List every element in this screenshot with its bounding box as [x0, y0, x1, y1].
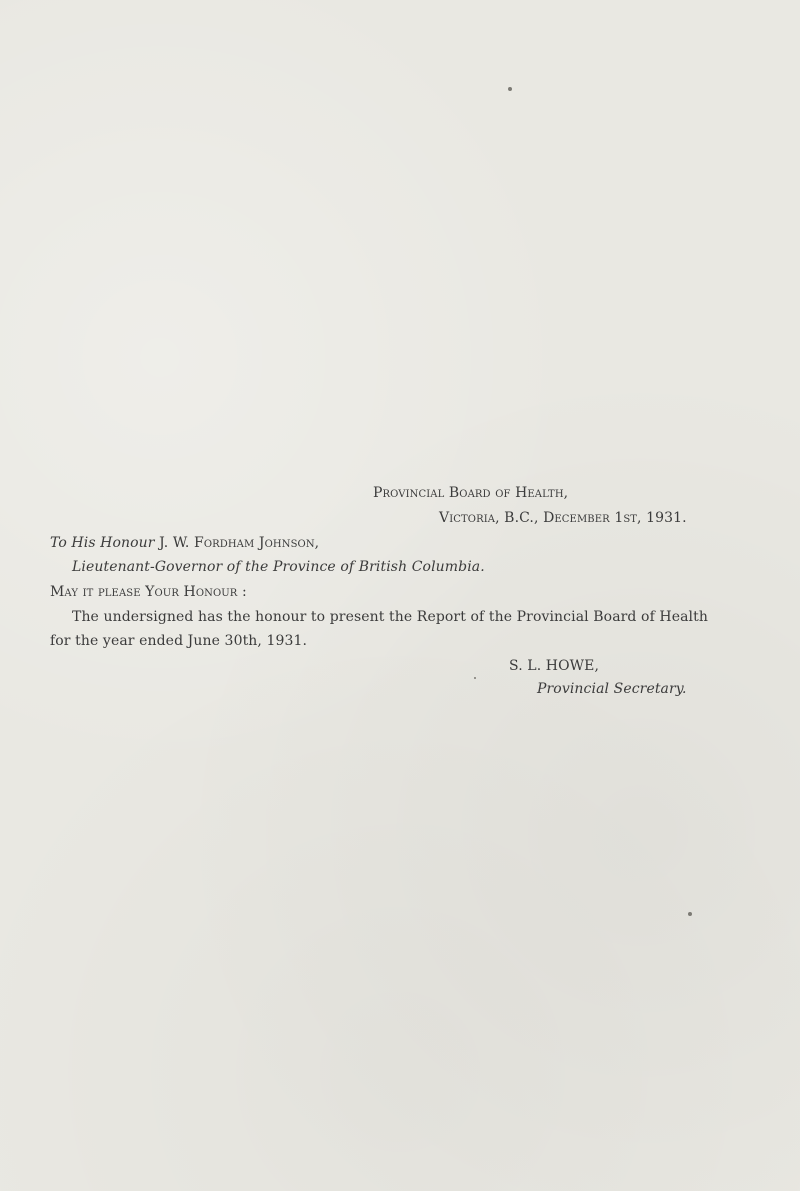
body-line-1: The undersigned has the honour to present the Report of the Provincial Board of Health	[72, 609, 708, 625]
signature-name: S. L. HOWE,	[509, 658, 600, 674]
paper-speck	[474, 677, 476, 679]
salutation: May it please Your Honour :	[50, 584, 247, 600]
address-to-name: Fordham Johnson,	[194, 535, 320, 551]
header-location-date: Victoria, B.C., December 1st, 1931.	[439, 510, 687, 526]
paper-speck	[508, 87, 512, 91]
address-title-line: Lieutenant-Governor of the Province of British Columbia.	[72, 559, 485, 575]
signature-title: Provincial Secretary.	[537, 681, 687, 697]
header-organization: Provincial Board of Health,	[373, 485, 569, 501]
address-to-initials: J. W.	[159, 535, 190, 551]
body-line-2: for the year ended June 30th, 1931.	[50, 633, 308, 649]
paper-speck	[688, 912, 692, 916]
address-to-line	[50, 534, 319, 552]
address-to-prefix: To His Honour	[50, 535, 155, 551]
